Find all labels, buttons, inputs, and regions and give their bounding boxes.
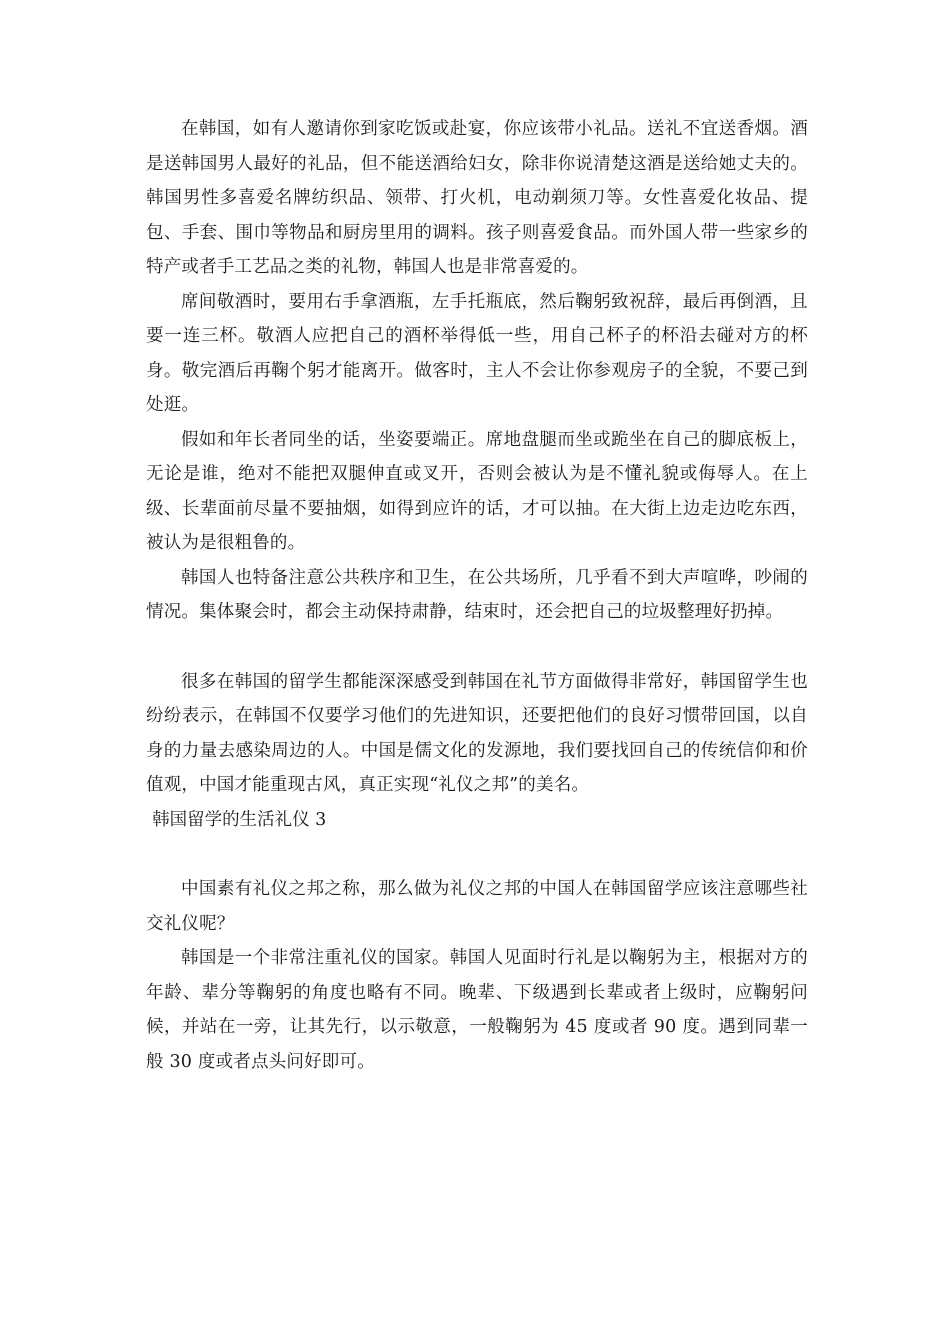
paragraph-gap — [146, 630, 808, 665]
paragraph-intro-question: 中国素有礼仪之邦之称，那么做为礼仪之邦的中国人在韩国留学应该注意哪些社交礼仪呢？ — [146, 879, 808, 934]
paragraph-students-impression: 很多在韩国的留学生都能深深感受到韩国在礼节方面做得非常好，韩国留学生也纷纷表示，在韩国不仅要学习他们的先进知识，还要把他们的良好习惯带回国，以自身的力量去感染周边的人。中国是儒文化的发源地，我们要找回自己的传统信仰和价值观，中国才能重现古风，真正实现“礼仪之邦”的美名。 — [146, 671, 808, 795]
section-heading: 韩国留学的生活礼仪 3 — [152, 809, 327, 830]
paragraph-sitting-etiquette: 假如和年长者同坐的话，坐姿要端正。席地盘腿而坐或跪坐在自己的脚底板上，无论是谁，绝对不能把双腿伸直或叉开，否则会被认为是不懂礼貌或侮辱人。在上级、长辈面前尽量不要抽烟，如得到应许的话，才可以抽。在大街上边走边吃东西，被认为是很粗鲁的。 — [146, 429, 808, 553]
document-body — [146, 112, 808, 1079]
paragraph-gift-etiquette: 在韩国，如有人邀请你到家吃饭或赴宴，你应该带小礼品。送礼不宜送香烟。酒是送韩国男人最好的礼品，但不能送酒给妇女，除非你说清楚这酒是送给她丈夫的。韩国男性多喜爱名牌纺织品、领带、打火机，电动剃须刀等。女性喜爱化妆品、提包、手套、围巾等物品和厨房里用的调料。孩子则喜爱食品。而外国人带一些家乡的特产或者手工艺品之类的礼物，韩国人也是非常喜爱的。 — [146, 119, 808, 277]
paragraph-toast-etiquette: 席间敬酒时，要用右手拿酒瓶，左手托瓶底，然后鞠躬致祝辞，最后再倒酒，且要一连三杯。敬酒人应把自己的酒杯举得低一些，用自己杯子的杯沿去碰对方的杯身。敬完酒后再鞠个躬才能离开。做客时，主人不会让你参观房子的全貌，不要己到处逛。 — [146, 291, 808, 415]
paragraph-bowing-etiquette: 韩国是一个非常注重礼仪的国家。韩国人见面时行礼是以鞠躬为主，根据对方的年龄、辈分等鞠躬的角度也略有不同。晚辈、下级遇到长辈或者上级时，应鞠躬问候，并站在一旁，让其先行，以示敬意，一般鞠躬为 45 度或者 90 度。遇到同辈一般 30 度或者点头问好即可。 — [146, 948, 808, 1072]
paragraph-gap — [146, 837, 808, 872]
paragraph-public-order: 韩国人也特备注意公共秩序和卫生，在公共场所，几乎看不到大声喧哗，吵闹的情况。集体聚会时，都会主动保持肃静，结束时，还会把自己的垃圾整理好扔掉。 — [146, 567, 808, 622]
